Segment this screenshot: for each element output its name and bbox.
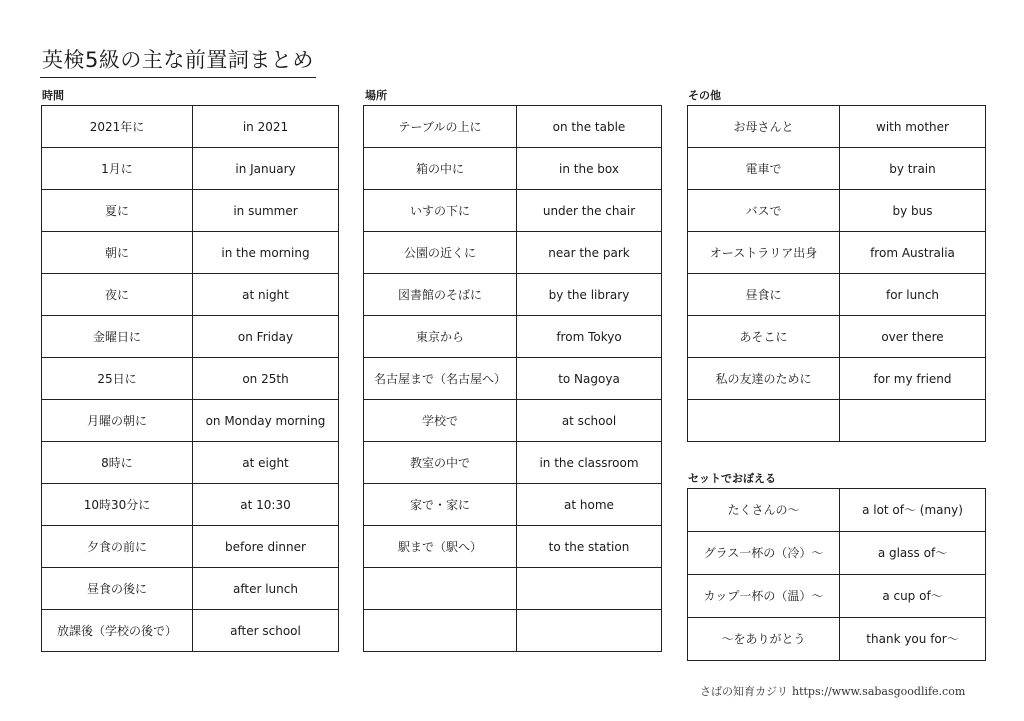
table-row xyxy=(42,442,339,484)
english-phrase-cell: on Monday morning xyxy=(193,400,339,442)
japanese-phrase-cell xyxy=(364,610,517,652)
english-phrase-cell: near the park xyxy=(517,232,662,274)
english-phrase-cell: by the library xyxy=(517,274,662,316)
place-preposition-table xyxy=(363,105,662,652)
japanese-phrase-cell: いすの下に xyxy=(364,190,517,232)
english-phrase-cell xyxy=(517,610,662,652)
english-phrase-cell: at home xyxy=(517,484,662,526)
english-phrase-cell: with mother xyxy=(840,106,986,148)
section-label-place: 場所 xyxy=(365,89,387,102)
english-phrase-cell: at night xyxy=(193,274,339,316)
table-row xyxy=(688,106,986,148)
japanese-phrase-cell: 10時30分に xyxy=(42,484,193,526)
english-phrase-cell: at eight xyxy=(193,442,339,484)
english-phrase-cell: in the morning xyxy=(193,232,339,274)
english-phrase-cell: in January xyxy=(193,148,339,190)
table-row xyxy=(42,148,339,190)
japanese-phrase-cell: 1月に xyxy=(42,148,193,190)
japanese-phrase-cell: 25日に xyxy=(42,358,193,400)
table-row xyxy=(688,532,986,575)
table-row xyxy=(364,274,662,316)
japanese-phrase-cell: 図書館のそばに xyxy=(364,274,517,316)
japanese-phrase-cell: 学校で xyxy=(364,400,517,442)
english-phrase-cell: thank you for～ xyxy=(840,618,986,661)
section-label-time: 時間 xyxy=(42,89,64,102)
japanese-phrase-cell: お母さんと xyxy=(688,106,840,148)
table-row xyxy=(42,610,339,652)
table-row xyxy=(364,358,662,400)
page-title: 英検5級の主な前置詞まとめ xyxy=(40,44,316,78)
english-phrase-cell: to the station xyxy=(517,526,662,568)
section-label-other: その他 xyxy=(688,89,721,102)
japanese-phrase-cell: 昼食の後に xyxy=(42,568,193,610)
table-row xyxy=(364,526,662,568)
table-row xyxy=(42,106,339,148)
japanese-phrase-cell: あそこに xyxy=(688,316,840,358)
japanese-phrase-cell: グラス一杯の（冷）～ xyxy=(688,532,840,575)
english-phrase-cell: in the box xyxy=(517,148,662,190)
japanese-phrase-cell: 金曜日に xyxy=(42,316,193,358)
english-phrase-cell: by train xyxy=(840,148,986,190)
japanese-phrase-cell xyxy=(688,400,840,442)
japanese-phrase-cell: 駅まで（駅へ） xyxy=(364,526,517,568)
japanese-phrase-cell: 家で・家に xyxy=(364,484,517,526)
japanese-phrase-cell: 月曜の朝に xyxy=(42,400,193,442)
japanese-phrase-cell: 放課後（学校の後で） xyxy=(42,610,193,652)
footer xyxy=(700,683,965,699)
english-phrase-cell: over there xyxy=(840,316,986,358)
table-row xyxy=(688,190,986,232)
japanese-phrase-cell: 公園の近くに xyxy=(364,232,517,274)
table-row xyxy=(42,358,339,400)
japanese-phrase-cell: 東京から xyxy=(364,316,517,358)
english-phrase-cell: on 25th xyxy=(193,358,339,400)
english-phrase-cell: at school xyxy=(517,400,662,442)
table-row xyxy=(364,484,662,526)
table-row xyxy=(364,442,662,484)
english-phrase-cell: after school xyxy=(193,610,339,652)
english-phrase-cell: on the table xyxy=(517,106,662,148)
other-preposition-table xyxy=(687,105,986,442)
japanese-phrase-cell: 朝に xyxy=(42,232,193,274)
table-row xyxy=(42,526,339,568)
japanese-phrase-cell: 夏に xyxy=(42,190,193,232)
japanese-phrase-cell: 教室の中で xyxy=(364,442,517,484)
japanese-phrase-cell: ～をありがとう xyxy=(688,618,840,661)
table-row xyxy=(364,568,662,610)
english-phrase-cell: a glass of～ xyxy=(840,532,986,575)
english-phrase-cell: a cup of～ xyxy=(840,575,986,618)
table-row xyxy=(688,358,986,400)
japanese-phrase-cell: たくさんの～ xyxy=(688,489,840,532)
table-row xyxy=(364,190,662,232)
english-phrase-cell: by bus xyxy=(840,190,986,232)
japanese-phrase-cell: テーブルの上に xyxy=(364,106,517,148)
table-row xyxy=(688,232,986,274)
english-phrase-cell: to Nagoya xyxy=(517,358,662,400)
table-row xyxy=(688,316,986,358)
english-phrase-cell: after lunch xyxy=(193,568,339,610)
table-row xyxy=(42,400,339,442)
section-label-set: セットでおぼえる xyxy=(688,472,776,485)
table-row xyxy=(364,232,662,274)
footer-brand: さばの知育カジリ xyxy=(700,685,788,698)
table-row xyxy=(364,610,662,652)
english-phrase-cell: a lot of～ (many) xyxy=(840,489,986,532)
table-row xyxy=(688,618,986,661)
japanese-phrase-cell: 名古屋まで（名古屋へ） xyxy=(364,358,517,400)
japanese-phrase-cell: 電車で xyxy=(688,148,840,190)
table-row xyxy=(688,489,986,532)
english-phrase-cell: under the chair xyxy=(517,190,662,232)
japanese-phrase-cell: 箱の中に xyxy=(364,148,517,190)
english-phrase-cell: in 2021 xyxy=(193,106,339,148)
english-phrase-cell: in summer xyxy=(193,190,339,232)
table-row xyxy=(688,400,986,442)
table-row xyxy=(42,274,339,316)
table-row xyxy=(364,400,662,442)
table-row xyxy=(364,106,662,148)
table-row xyxy=(42,568,339,610)
english-phrase-cell: from Australia xyxy=(840,232,986,274)
japanese-phrase-cell: 私の友達のために xyxy=(688,358,840,400)
japanese-phrase-cell: 夕食の前に xyxy=(42,526,193,568)
table-row xyxy=(364,148,662,190)
table-row xyxy=(364,316,662,358)
table-row xyxy=(688,575,986,618)
japanese-phrase-cell: オーストラリア出身 xyxy=(688,232,840,274)
english-phrase-cell: before dinner xyxy=(193,526,339,568)
table-row xyxy=(688,274,986,316)
english-phrase-cell: from Tokyo xyxy=(517,316,662,358)
english-phrase-cell: at 10:30 xyxy=(193,484,339,526)
japanese-phrase-cell: バスで xyxy=(688,190,840,232)
japanese-phrase-cell xyxy=(364,568,517,610)
english-phrase-cell xyxy=(517,568,662,610)
japanese-phrase-cell: 夜に xyxy=(42,274,193,316)
set-phrase-table xyxy=(687,488,986,661)
table-row xyxy=(42,316,339,358)
japanese-phrase-cell: 8時に xyxy=(42,442,193,484)
english-phrase-cell: for lunch xyxy=(840,274,986,316)
table-row xyxy=(42,190,339,232)
table-row xyxy=(42,484,339,526)
table-row xyxy=(688,148,986,190)
time-preposition-table xyxy=(41,105,339,652)
footer-url[interactable]: https://www.sabasgoodlife.com xyxy=(792,685,966,698)
japanese-phrase-cell: カップ一杯の（温）～ xyxy=(688,575,840,618)
japanese-phrase-cell: 2021年に xyxy=(42,106,193,148)
english-phrase-cell: in the classroom xyxy=(517,442,662,484)
english-phrase-cell xyxy=(840,400,986,442)
english-phrase-cell: for my friend xyxy=(840,358,986,400)
table-row xyxy=(42,232,339,274)
japanese-phrase-cell: 昼食に xyxy=(688,274,840,316)
english-phrase-cell: on Friday xyxy=(193,316,339,358)
